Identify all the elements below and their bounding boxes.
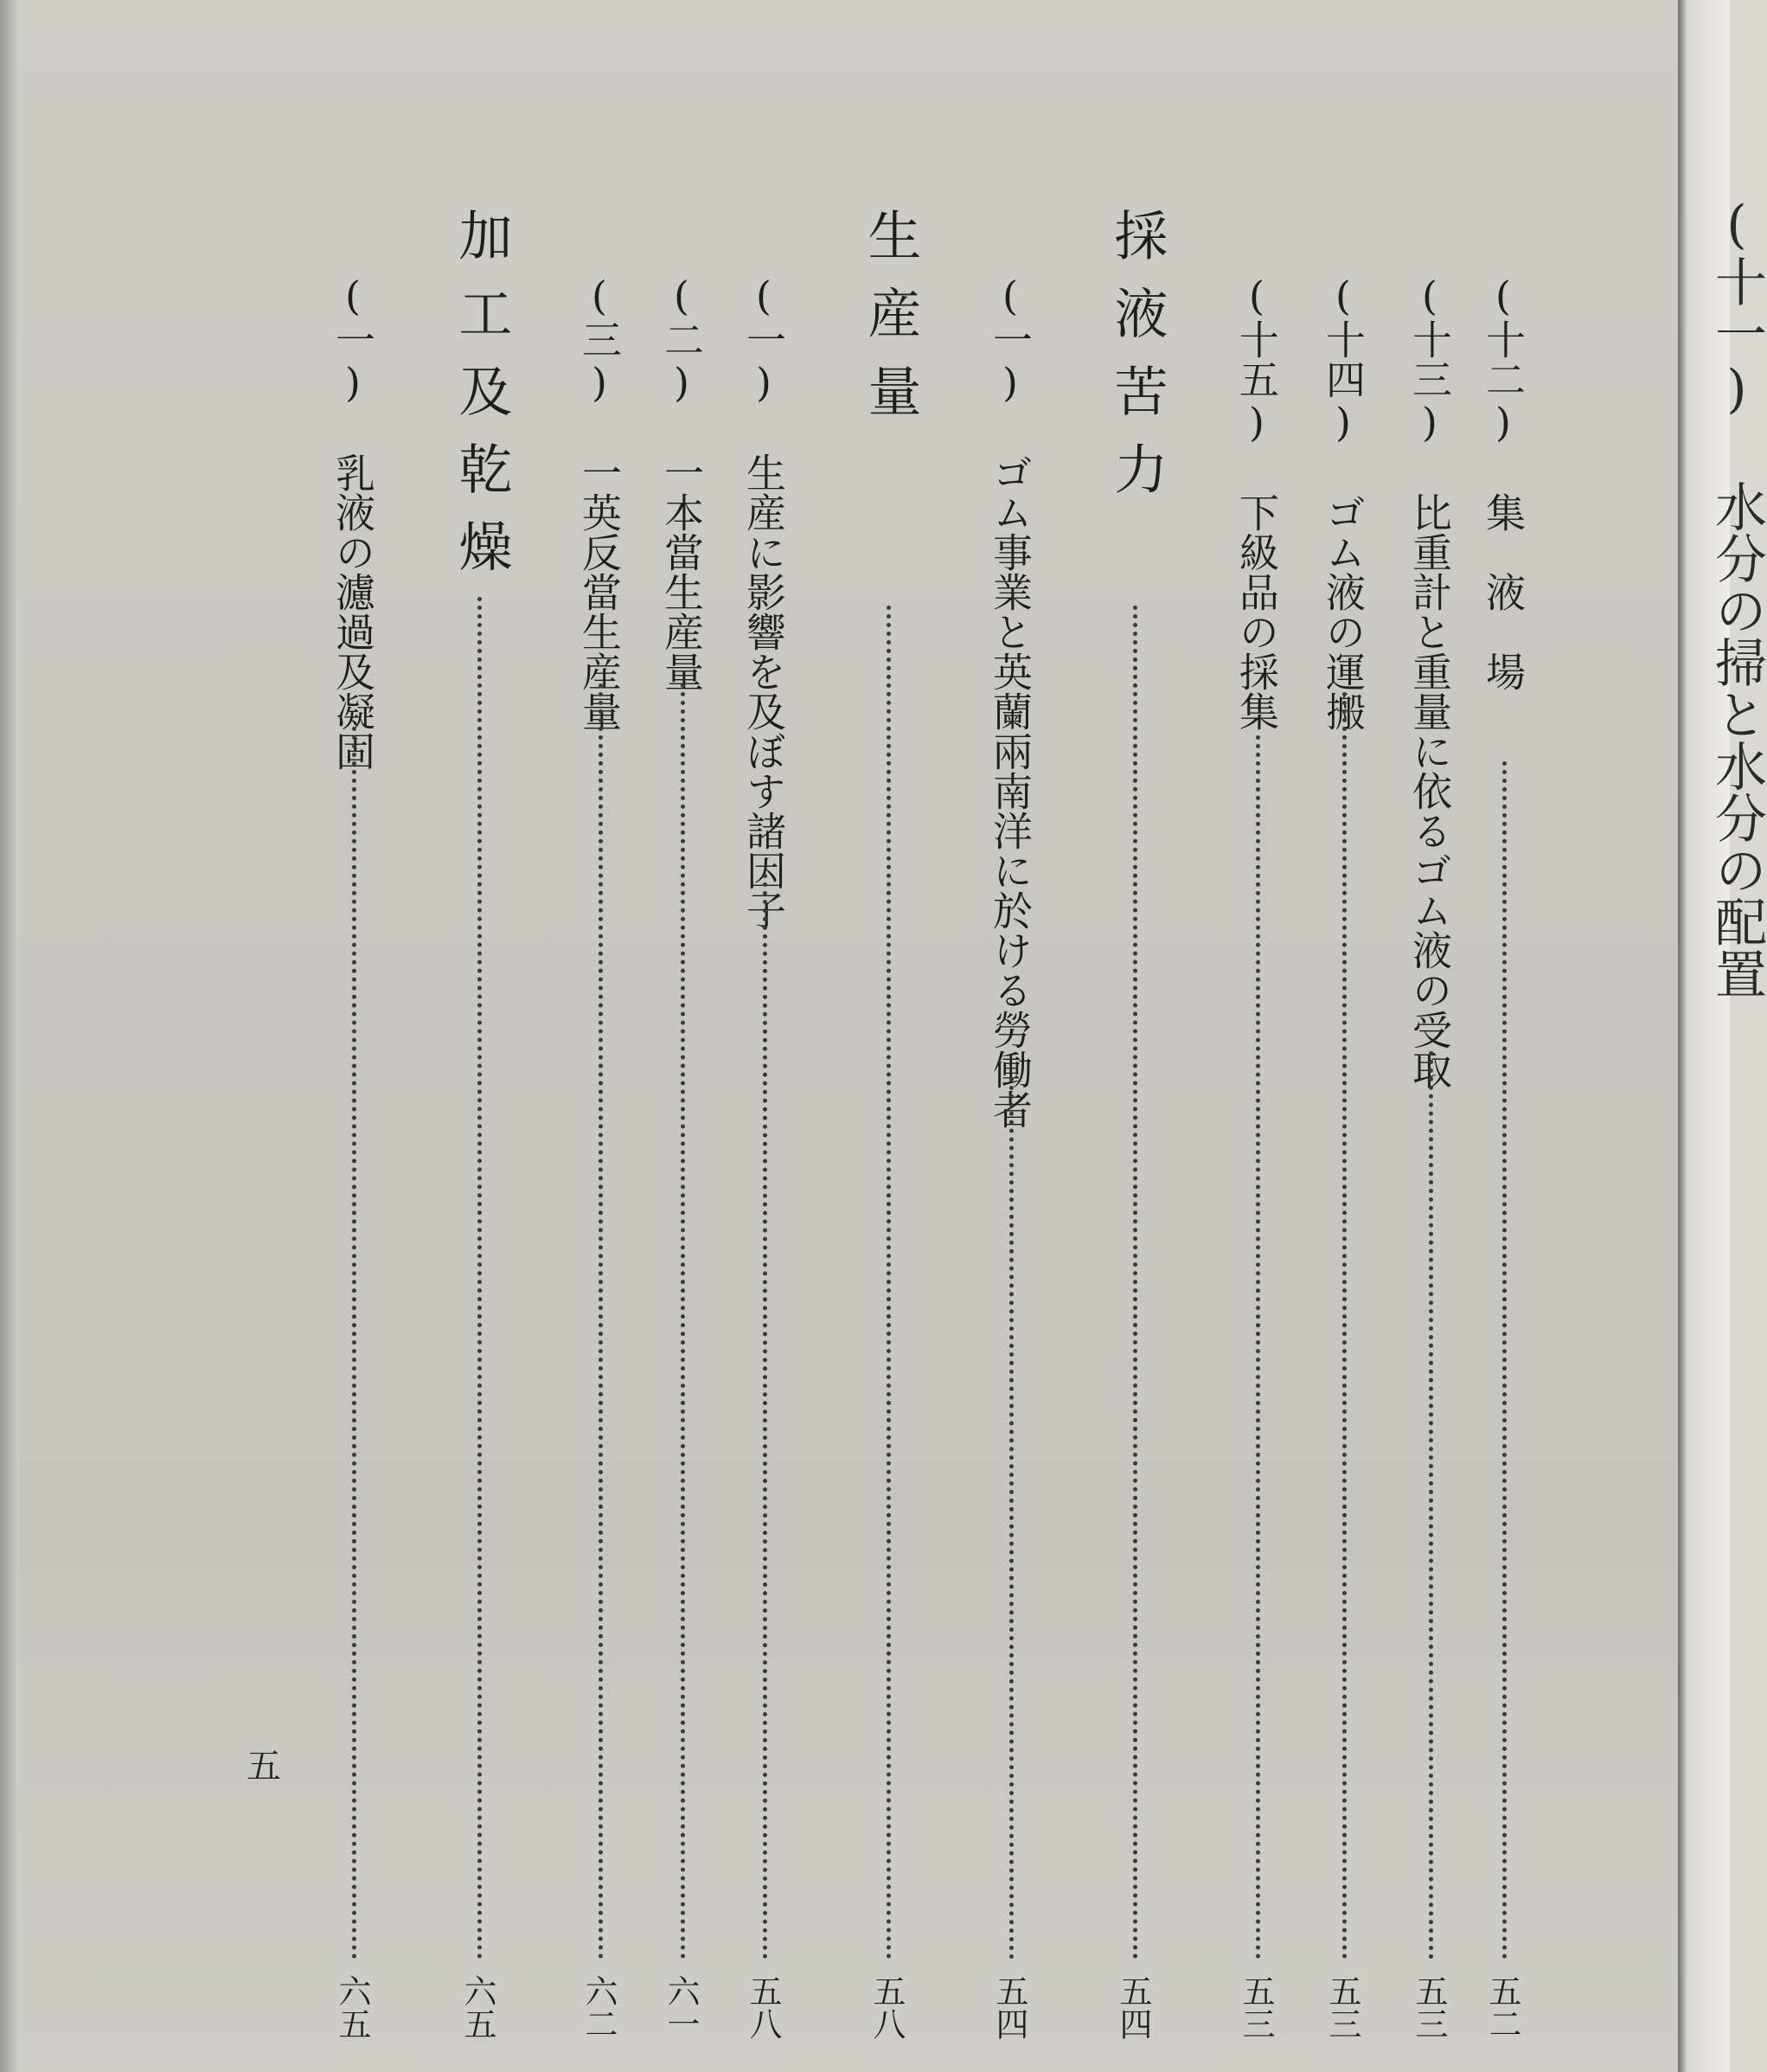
toc-leader-dots — [1342, 692, 1347, 1960]
toc-leader-dots — [352, 727, 356, 1960]
toc-leader-dots — [681, 683, 685, 1960]
toc-entry-page: 五四 — [990, 1974, 1028, 2040]
toc-leader-dots — [1502, 761, 1507, 1960]
toc-leader-dots — [599, 683, 603, 1960]
toc-entry-label: (一) 乳液の濾過及凝固 — [330, 273, 376, 771]
toc-leader-dots — [1009, 1077, 1014, 1960]
toc-leader-dots — [763, 874, 767, 1960]
toc-entry-page: 五三 — [1237, 1974, 1275, 2040]
toc-entry-page: 六五 — [458, 1974, 496, 2040]
facing-page-text-fragment: (十一) 水分の掃と水分の配置 — [1706, 195, 1767, 999]
toc-entry-page: 五八 — [867, 1974, 906, 2040]
toc-chapter-heading: 生産量 — [859, 208, 922, 441]
toc-entry-page: 六一 — [662, 1974, 700, 2040]
toc-entry-label: (一) ゴム事業と英蘭兩南洋に於ける勞働者 — [987, 273, 1034, 1129]
toc-entry-page: 五四 — [1114, 1974, 1152, 2040]
toc-chapter-heading: 加工及乾燥 — [450, 208, 513, 597]
toc-leader-dots — [1133, 606, 1137, 1960]
toc-leader-dots — [887, 606, 891, 1960]
toc-entry-page: 六五 — [333, 1974, 371, 2040]
toc-entry-page: 五三 — [1323, 1974, 1361, 2040]
toc-entry-label: (十三) 比重計と重量に依るゴム液の受取 — [1406, 273, 1453, 1089]
toc-entry-label: (十四) ゴム液の運搬 — [1320, 273, 1367, 731]
page-folio-number: 五 — [246, 1747, 281, 1787]
toc-entry-label: (一) 生産に影響を及ぼす諸因子 — [740, 273, 787, 930]
toc-entry-label: (十五) 下級品の採集 — [1233, 273, 1280, 731]
toc-leader-dots — [1429, 1051, 1433, 1960]
toc-leader-dots — [477, 597, 482, 1960]
toc-entry-label: (十二) 集 液 場 — [1480, 273, 1527, 691]
toc-entry-page: 五二 — [1483, 1974, 1521, 2040]
toc-entry-page: 五八 — [744, 1974, 782, 2040]
toc-entry-page: 六二 — [579, 1974, 618, 2040]
toc-entry-label: (二) 一本當生産量 — [658, 273, 705, 691]
toc-entry-page: 五三 — [1410, 1974, 1448, 2040]
page-left-edge — [0, 0, 19, 2072]
toc-chapter-heading: 採液苦力 — [1105, 208, 1168, 519]
toc-entry-label: (三) 一英反當生産量 — [576, 273, 623, 731]
toc-leader-dots — [1256, 735, 1260, 1960]
